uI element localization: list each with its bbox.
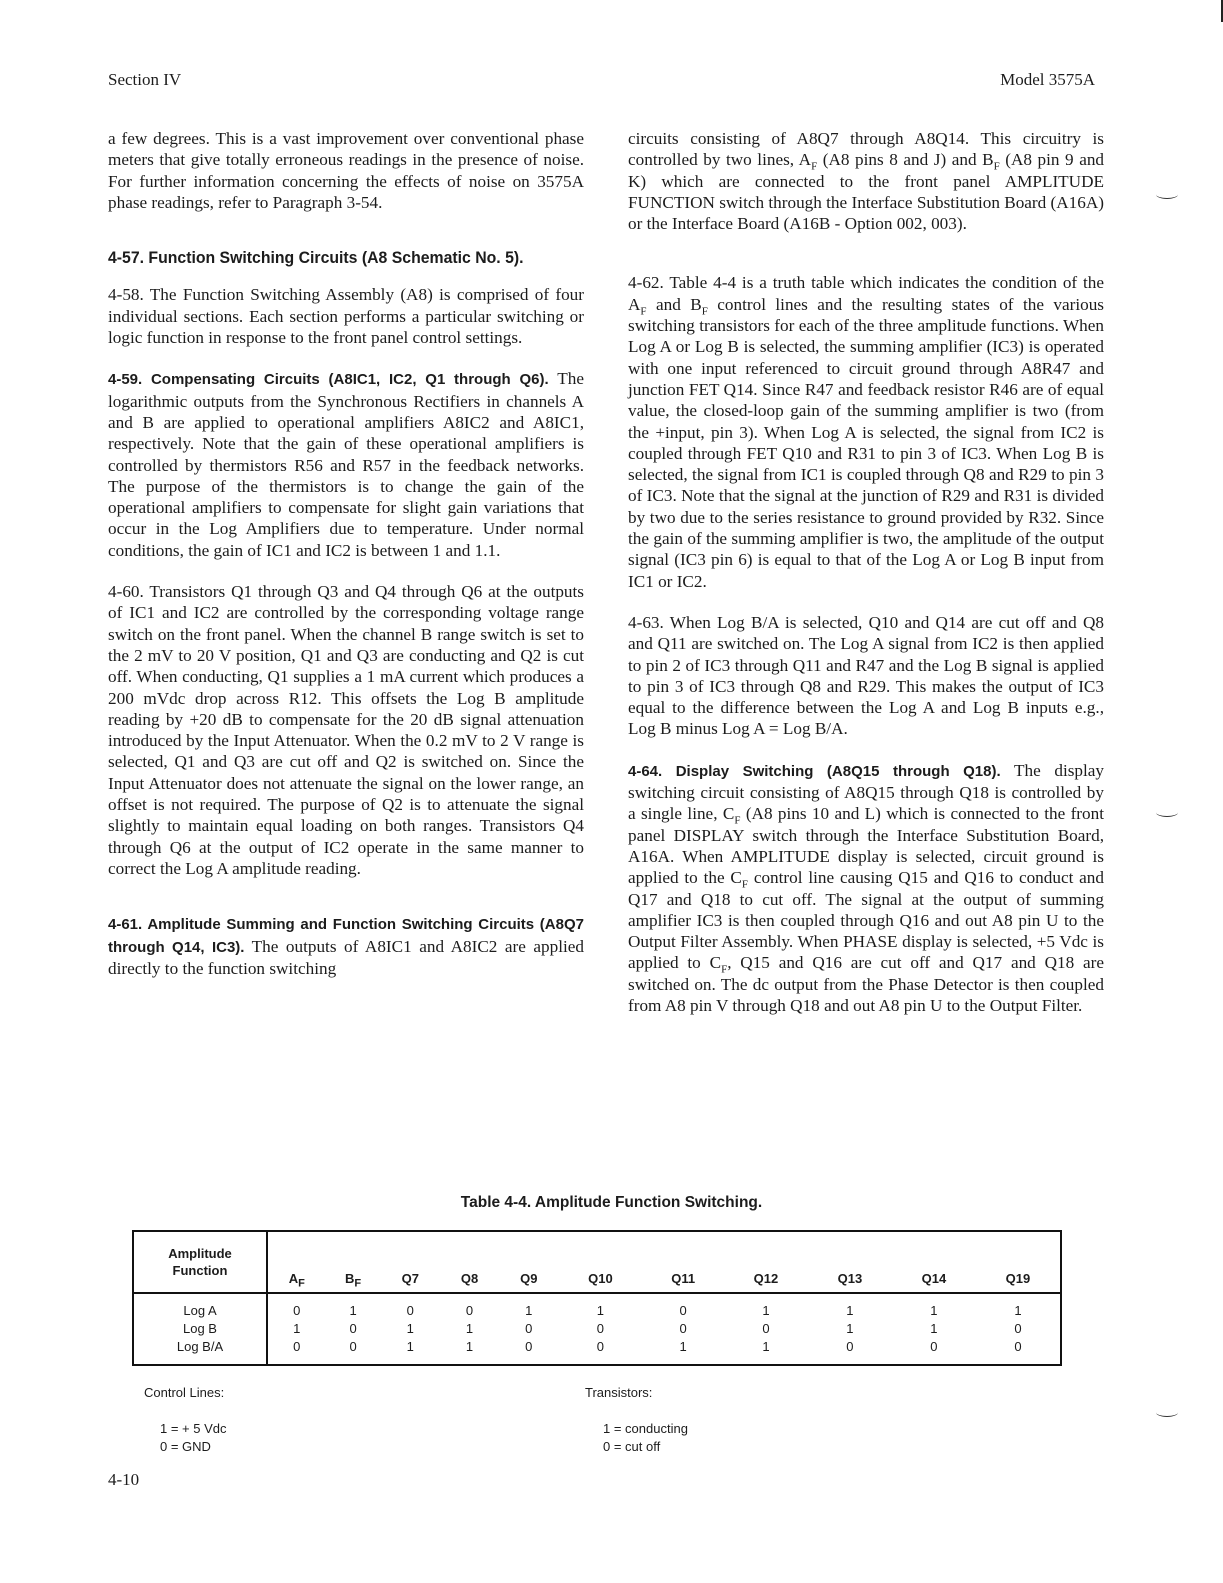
table-title: Table 4-4. Amplitude Function Switching. xyxy=(460,1194,763,1211)
left-column xyxy=(108,128,584,999)
header-text: B xyxy=(345,1271,355,1286)
table-cell: 1 xyxy=(1014,1303,1022,1318)
paragraph-4-59 xyxy=(108,368,584,561)
text-run: control line causing Q15 and Q16 to conduct and Q17 and Q18 to cut off. The signal at the output of summing amplifier IC3 is then coupled through Q16 and out A8 pin U to the Output Filter Assembly. When PHASE display is selected, +5 Vdc is applied to C xyxy=(628,868,1104,973)
heading-4-61: 4-61. Amplitude Summing and Function Switching Circuits (A8Q7 through Q14, IC3). xyxy=(108,916,584,956)
text-run: control lines and the resulting states of the various switching transistors for each of the three amplitude functions. When Log A or Log B is selected, the summing amplifier (IC3) is operated with one input referenced to circuit ground through A8R47 and junction FET Q14. Since R47 and feedback resistor R46 are of equal value, the closed-loop gain of the summing amplifier is two (from the +input, pin 3). When Log A is selected, the signal from IC2 is coupled through FET Q10 and R31 to pin 3 of IC3. When Log B is selected, the signal from IC1 is coupled through Q8 and R29 to pin 3 of IC3. Note that the signal at the junction of R29 and R31 is divided by two due to the series resistance to ground provided by R32. Since the gain of the summing amplifier is two, the amplitude of the output signal (IC3 pin 6) is equal to that of the Log A or Log B input from IC1 or IC2. xyxy=(628,294,1104,591)
subscript: F xyxy=(993,160,1000,173)
header-amplitude-function xyxy=(134,1232,267,1293)
paragraph-4-59-text: The logarithmic outputs from the Synchronous Rectifiers in channels A and B are applied to operational amplifiers A8IC2 and A8IC1, respectively. Note that the gain of these operational amplifiers is controlled by thermistors R56 and R57 in the feedback networks. The purpose of the thermistors is to change the gain of the operational amplifiers to compensate for slight gain variations that occur in the Log Amplifiers due to temperature. Under normal conditions, the gain of IC1 and IC2 is between 1 and 1.1. xyxy=(108,369,584,560)
paragraph-4-60: 4-60. Transistors Q1 through Q3 and Q4 through Q6 at the outputs of IC1 and IC2 are controlled by the corresponding voltage range switch on the front panel. When the channel B range switch is set to the 2 mV to 20 V position, Q1 and Q3 are conducting and Q2 is cut off. When conducting, Q1 supplies a 1 mA current which produces a 200 mVdc drop across R12. This offsets the Log B amplitude reading by +20 dB to compensate for the 20 dB signal attenuation introduced by the Input Attenuator. When the 0.2 mV to 2 V range is selected, Q1 and Q3 are cut off and Q2 is switched on. Since the Input Attenuator does not attenuate the signal on the lower range, an offset is not required. The purpose of Q2 is to attenuate the signal slightly to maintain equal loading on both ranges. Transistors Q4 through Q6 at the output of IC2 operate in the same manner to correct the Log A amplitude reading. xyxy=(108,582,584,878)
table-cell: 0 xyxy=(846,1339,854,1354)
table-cell: 1 xyxy=(349,1303,357,1318)
legend-control-0: 0 = GND xyxy=(160,1439,211,1454)
table-header-row xyxy=(134,1232,1060,1293)
text-run: 4-62. Table 4-4 is a truth table which indicates the condition of the A xyxy=(628,273,1104,314)
paragraph-4-58: 4-58. The Function Switching Assembly (A8) is comprised of four individual sections. Each section performs a particular switching or logic function in response to the front panel control settings. xyxy=(108,285,584,348)
table-cell: 0 xyxy=(930,1339,938,1354)
subscript: F xyxy=(354,1277,362,1290)
header-line: Function xyxy=(172,1263,228,1278)
table-cell: 1 xyxy=(596,1303,605,1318)
header-q13: Q13 xyxy=(808,1232,892,1293)
legend-control-lines: Control Lines: xyxy=(144,1385,225,1400)
table-row xyxy=(134,1320,1060,1338)
row-function: Log A xyxy=(134,1293,267,1320)
header-q8: Q8 xyxy=(440,1232,499,1293)
paragraph-continuation: a few degrees. This is a vast improvement over conventional phase meters that give totally erroneous readings in the presence of noise. For further information concerning the effects of noise on 3575A phase readings, refer to Paragraph 3-54. xyxy=(108,129,584,212)
header-line: Amplitude xyxy=(168,1246,232,1261)
subscript: F xyxy=(640,305,647,318)
table-cell: 0 xyxy=(596,1339,605,1354)
paragraph-continuation-right xyxy=(628,128,1104,234)
header-q12: Q12 xyxy=(724,1232,808,1293)
heading-4-57: 4-57. Function Switching Circuits (A8 Schematic No. 5). xyxy=(108,248,524,268)
table-cell: 0 xyxy=(525,1339,533,1354)
header-q7: Q7 xyxy=(381,1232,440,1293)
table-cell: 1 xyxy=(406,1339,414,1354)
header-q19: Q19 xyxy=(976,1232,1060,1293)
table-cell: 1 xyxy=(525,1303,533,1318)
header-af xyxy=(267,1232,326,1293)
header-text: A xyxy=(288,1271,299,1286)
table-row xyxy=(134,1338,1060,1364)
legend-transistors-0: 0 = cut off xyxy=(603,1439,661,1454)
subscript: F xyxy=(811,160,818,173)
table-cell: 1 xyxy=(679,1339,687,1354)
table-cell: 0 xyxy=(349,1321,357,1336)
legend-control-1: 1 = + 5 Vdc xyxy=(160,1421,227,1436)
text-run: (A8 pins 8 and J) and B xyxy=(817,150,994,170)
section-label: Section IV xyxy=(108,70,182,89)
table-cell: 0 xyxy=(762,1321,770,1336)
margin-mark xyxy=(1156,1408,1178,1417)
page-number: 4-10 xyxy=(108,1470,140,1489)
table-cell: 0 xyxy=(465,1303,474,1318)
text-run: (A8 pins 10 and L) which is connected to the front panel DISPLAY switch through the Interface Substitution Board, A16A. When AMPLITUDE display is selected, circuit ground is applied to the C xyxy=(628,804,1104,888)
legend-transistors-1: 1 = conducting xyxy=(603,1421,688,1436)
legend-transistors: Transistors: xyxy=(585,1385,653,1400)
table-cell: 0 xyxy=(406,1303,414,1318)
header-q9: Q9 xyxy=(499,1232,558,1293)
subscript: F xyxy=(741,878,749,891)
row-function: Log B xyxy=(134,1320,267,1338)
header-bf xyxy=(326,1232,381,1293)
text-run: , Q15 and Q16 are cut off and Q17 and Q18 are switched on. The dc output from the Phase Detector is then coupled from A8 pin V through Q18 and out A8 pin U to the Output Filter. xyxy=(628,953,1104,1015)
table-cell: 0 xyxy=(1014,1321,1022,1336)
header-q11: Q11 xyxy=(642,1232,724,1293)
header-q14: Q14 xyxy=(892,1232,976,1293)
margin-mark xyxy=(1156,808,1178,817)
table-cell: 0 xyxy=(293,1339,301,1354)
text-run: and B xyxy=(646,294,702,314)
heading-4-64: 4-64. Display Switching (A8Q15 through Q18). xyxy=(628,762,1001,780)
table-cell: 0 xyxy=(679,1303,687,1318)
paragraph-4-61 xyxy=(108,913,584,979)
row-function: Log B/A xyxy=(134,1338,267,1364)
subscript: F xyxy=(721,963,728,976)
table-cell: 0 xyxy=(679,1321,687,1336)
table-cell: 1 xyxy=(293,1321,301,1336)
subscript: F xyxy=(298,1277,305,1290)
text-run: The display switching circuit consisting of A8Q15 through Q18 is controlled by a single line, C xyxy=(628,760,1104,824)
table-cell: 1 xyxy=(762,1339,770,1354)
table-row xyxy=(134,1293,1060,1320)
subscript: F xyxy=(701,305,708,318)
model-label: Model 3575A xyxy=(1000,70,1095,89)
table-cell: 0 xyxy=(1014,1339,1022,1354)
table-cell: 1 xyxy=(846,1303,854,1318)
paragraph-4-61-text: The outputs of A8IC1 and A8IC2 are applied directly to the function switching xyxy=(108,936,584,978)
paragraph-4-62 xyxy=(628,272,1104,591)
table-cell: 1 xyxy=(406,1321,414,1336)
text-run: (A8 pin 9 and K) which are connected to the front panel AMPLITUDE FUNCTION switch through the Interface Substitution Board (A16A) or the Interface Board (A16B - Option 002, 003). xyxy=(628,150,1105,234)
subscript: F xyxy=(734,814,741,827)
text-run: circuits consisting of A8Q7 through A8Q14. This circuitry is controlled by two lines, A xyxy=(628,129,1104,170)
table-cell: 0 xyxy=(293,1303,301,1318)
table-cell: 1 xyxy=(930,1303,938,1318)
table-cell: 0 xyxy=(349,1339,357,1354)
table-cell: 1 xyxy=(762,1303,770,1318)
table-cell: 1 xyxy=(930,1321,938,1336)
paragraph-4-63: 4-63. When Log B/A is selected, Q10 and Q14 are cut off and Q8 and Q11 are switched on. The Log A signal from IC2 is then applied to pin 2 of IC3 through Q11 and R47 and the Log B signal is applied to pin 3 of IC3 through Q8 and R29. This makes the output of IC3 equal to the difference between the Log A and Log B inputs e.g., Log B minus Log A = Log B/A. xyxy=(628,612,1104,739)
table-cell: 0 xyxy=(525,1321,533,1336)
table-cell: 1 xyxy=(846,1321,854,1336)
heading-4-59: 4-59. Compensating Circuits (A8IC1, IC2, Q1 through Q6). xyxy=(108,371,549,389)
margin-mark xyxy=(1156,190,1178,199)
truth-table xyxy=(132,1230,1062,1366)
table-cell: 0 xyxy=(596,1321,605,1336)
paragraph-4-64 xyxy=(628,760,1104,1017)
table-cell: 1 xyxy=(465,1321,474,1336)
right-column xyxy=(628,128,1104,1036)
table-cell: 1 xyxy=(465,1339,474,1354)
header-q10: Q10 xyxy=(558,1232,642,1293)
